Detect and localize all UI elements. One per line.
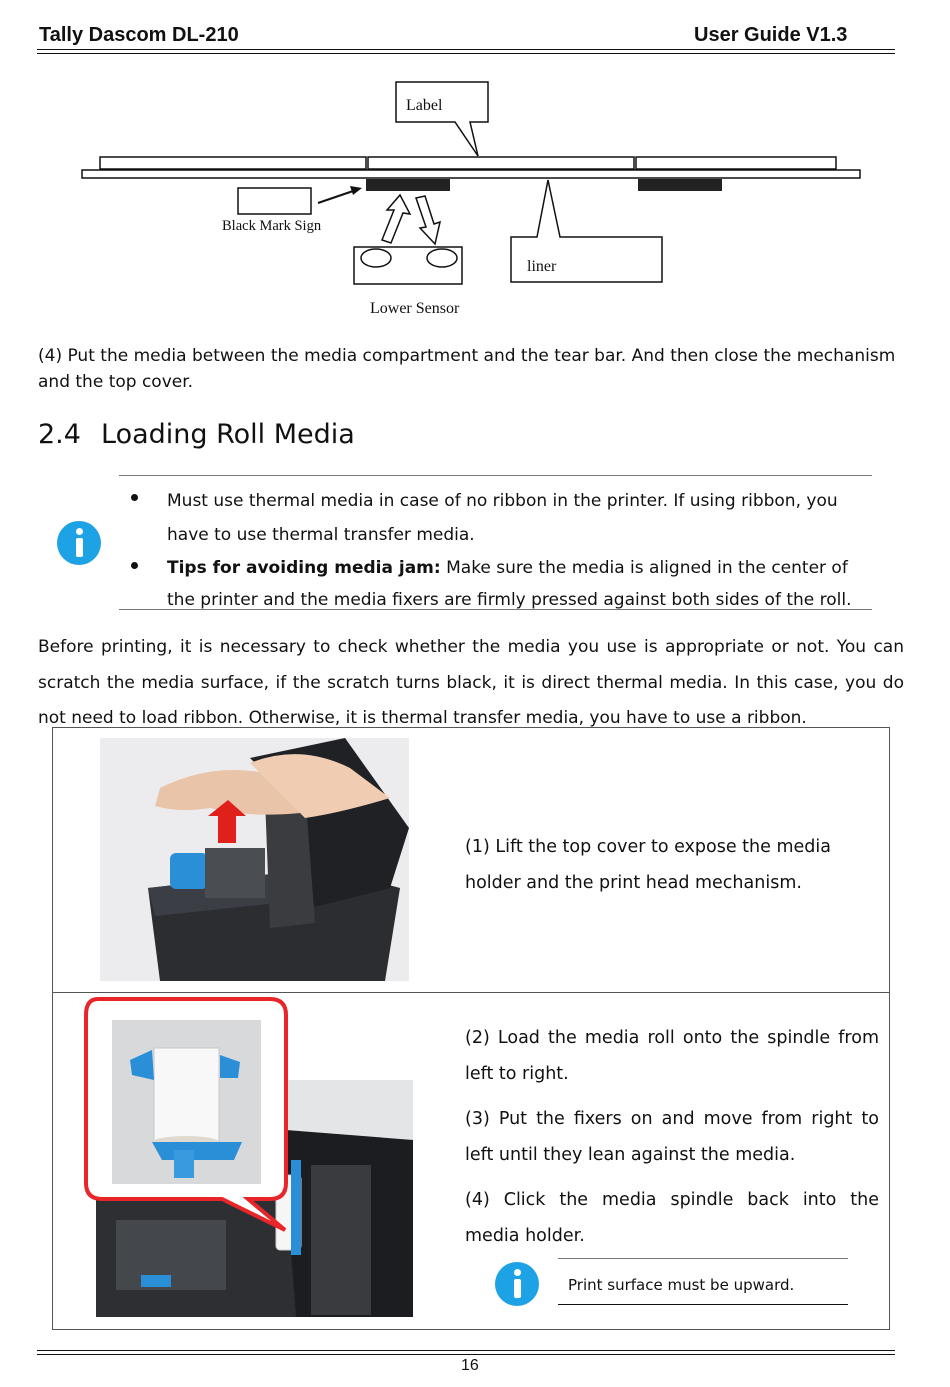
black-mark-1	[366, 179, 450, 191]
note-media-jam-text: Make sure the media is aligned in the center of the printer and the media fixers are firmly pressed against both sides of the roll.	[167, 558, 852, 610]
lower-sensor-text: Lower Sensor	[370, 300, 460, 317]
label-callout-shape	[396, 82, 488, 156]
footer-rule-top	[37, 1350, 895, 1351]
black-mark-sign-box	[238, 188, 311, 214]
notes-top-rule	[119, 475, 872, 476]
label-strip-1	[100, 157, 366, 169]
document-title: Tally Dascom DL-210	[39, 24, 239, 46]
bullet-icon	[131, 494, 138, 501]
footer-rule-bottom	[37, 1354, 895, 1355]
document-version: User Guide V1.3	[694, 24, 848, 46]
lift-cover-photo	[100, 738, 409, 981]
notes-bottom-rule	[119, 609, 872, 610]
liner-strip	[82, 170, 860, 178]
note-thermal-media: Must use thermal media in case of no ribbon in the printer. If using ribbon, you have to use thermal transfer media.	[167, 491, 838, 545]
intro-paragraph: Before printing, it is necessary to check whether the media you use is appropriate or not. You can scratch the media surface, if the scratch turns black, it is direct thermal media. In this case, you do not need to load ribbon. Otherwise, it is thermal transfer media, you have to use a ribbon.	[38, 637, 904, 728]
black-mark-sign-text: Black Mark Sign	[222, 218, 322, 234]
black-mark-diagram	[0, 70, 950, 330]
section-number: 2.4	[38, 419, 81, 450]
step-click-spindle-text: (4) Click the media spindle back into the media holder.	[465, 1190, 879, 1246]
liner-text: liner	[527, 258, 557, 275]
tip-top-rule	[558, 1258, 848, 1259]
pointer-arrow-head	[350, 186, 362, 195]
steps-table-divider	[52, 992, 890, 993]
note-media-jam	[167, 552, 867, 616]
tip-text: Print surface must be upward.	[568, 1276, 795, 1294]
step-load-roll-text: (2) Load the media roll onto the spindle from left to right.	[465, 1028, 879, 1084]
up-arrow-icon	[382, 195, 410, 243]
header-rule-top	[37, 49, 895, 50]
tip-bottom-rule	[558, 1304, 848, 1305]
label-strip-2	[368, 157, 634, 169]
section-title: Loading Roll Media	[101, 419, 355, 450]
spindle-blue	[170, 853, 208, 889]
info-icon	[57, 521, 101, 565]
label-strip-3	[636, 157, 836, 169]
bullet-icon	[131, 562, 138, 569]
note-media-jam-label: Tips for avoiding media jam:	[167, 558, 441, 578]
header-rule-bottom	[37, 53, 895, 54]
close-mechanism-paragraph: (4) Put the media between the media compartment and the tear bar. And then close the mechanism and the top cover.	[38, 346, 896, 392]
tip-info-icon	[495, 1262, 539, 1306]
step-lift-cover-text: (1) Lift the top cover to expose the media holder and the print head mechanism.	[465, 837, 831, 893]
label-callout-text: Label	[406, 97, 443, 114]
page-number: 16	[461, 1357, 479, 1374]
black-mark-2	[638, 179, 722, 191]
media-roll-closeup-photo	[112, 1020, 261, 1184]
down-arrow-icon	[416, 196, 440, 244]
step-fixers-text: (3) Put the fixers on and move from right to left until they lean against the media.	[465, 1109, 879, 1165]
